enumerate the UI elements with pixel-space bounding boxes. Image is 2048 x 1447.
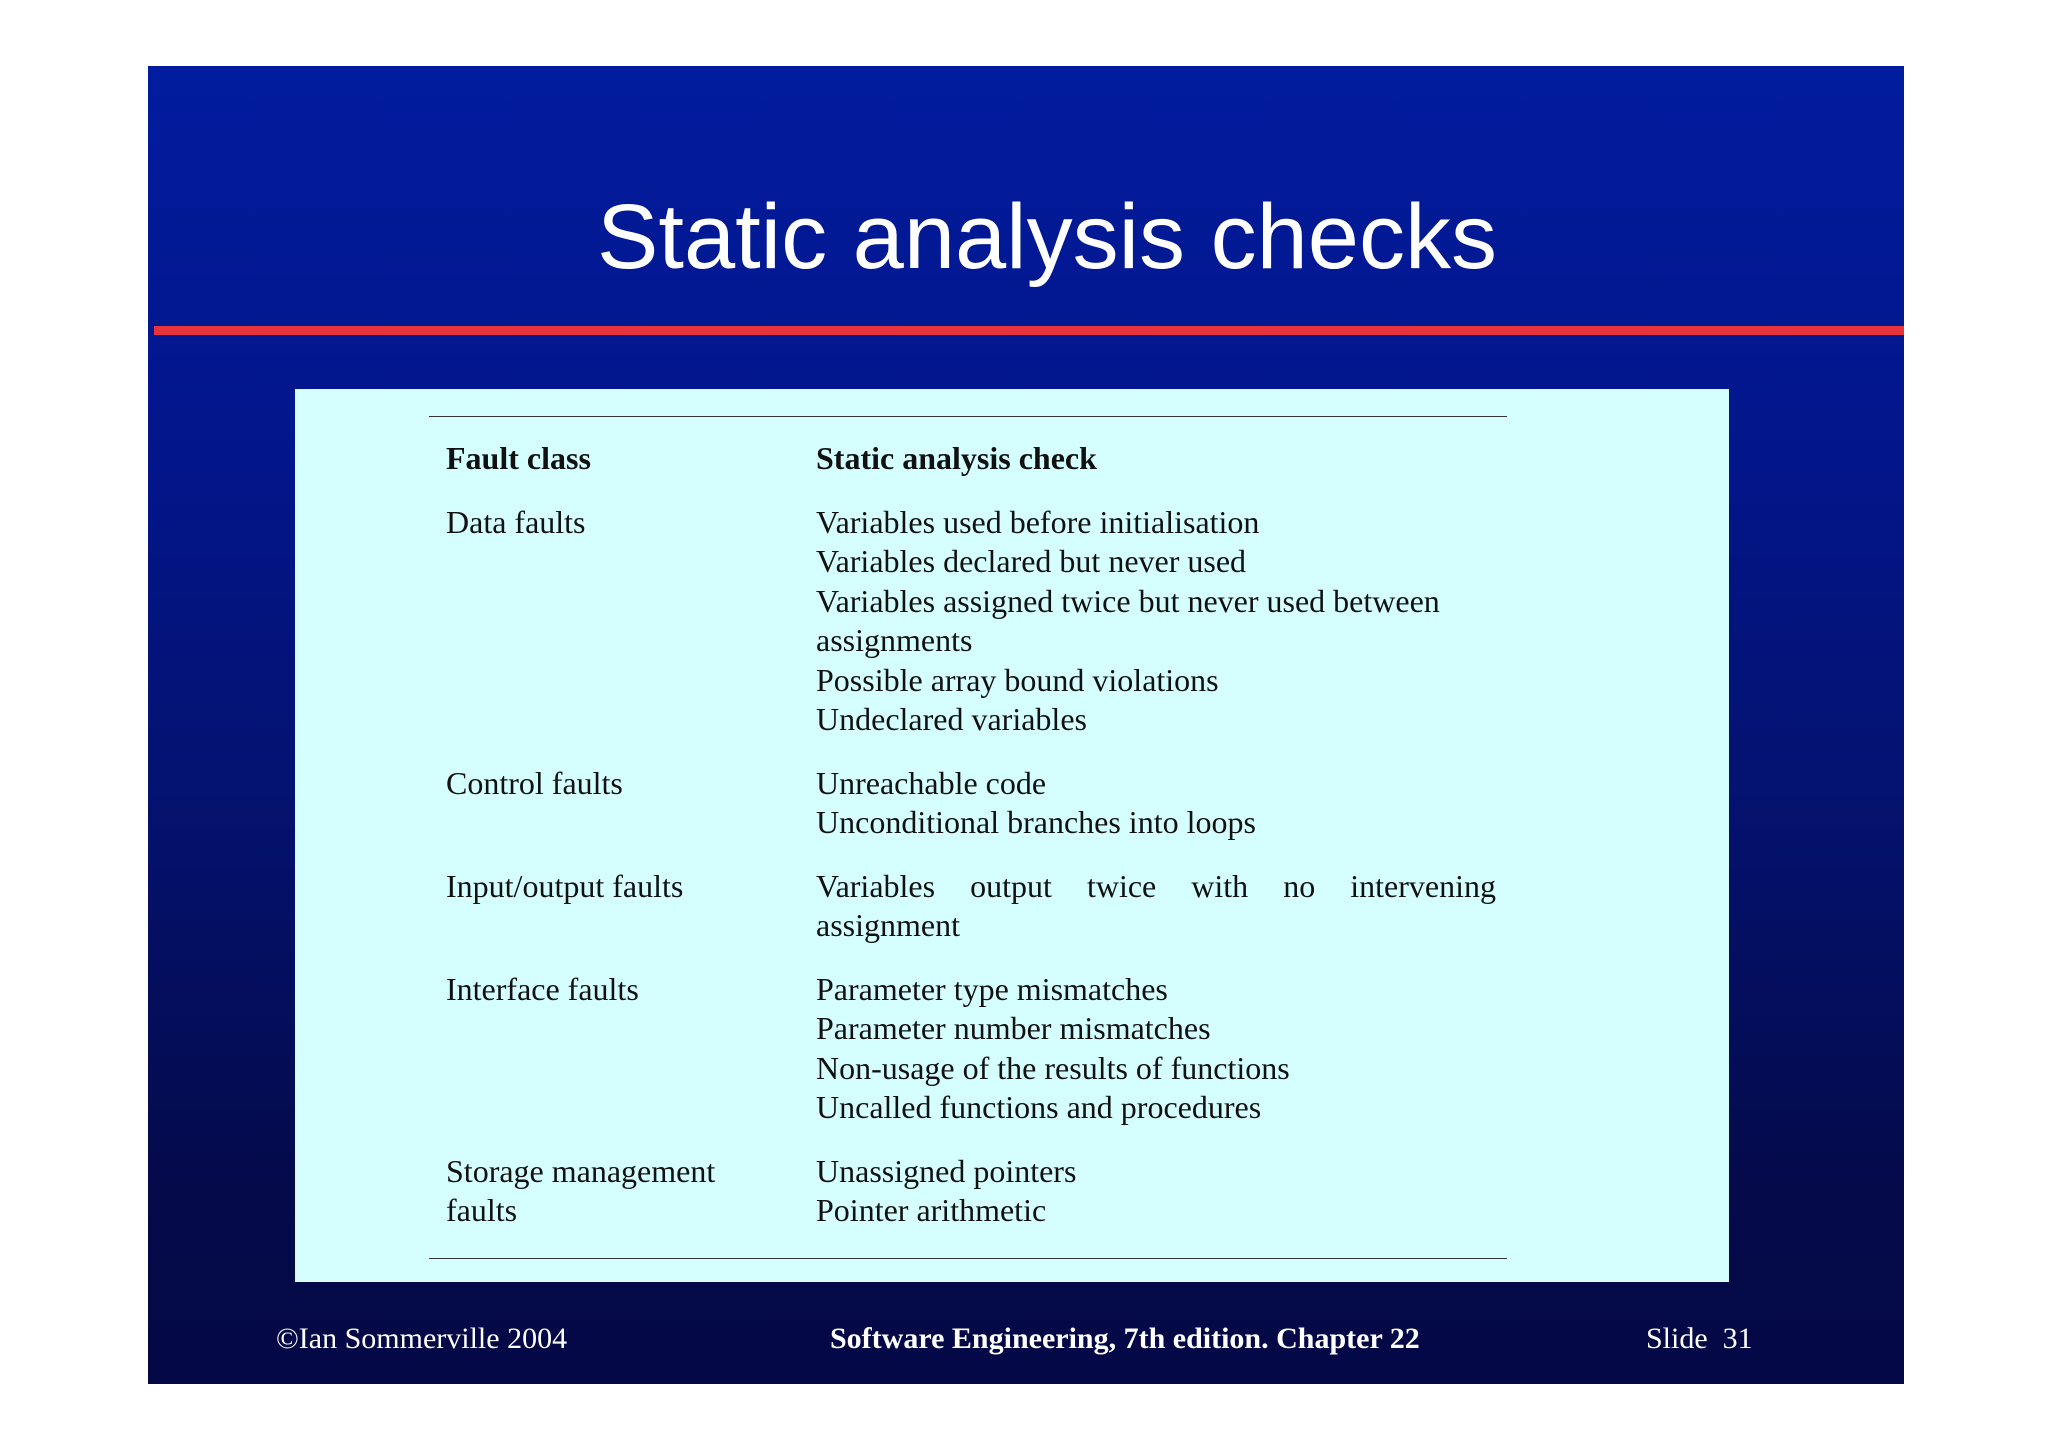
check-item: assignment [816, 907, 960, 943]
slide [148, 66, 1904, 1384]
table-row-io-faults [446, 867, 1496, 946]
table-bottom-rule [429, 1258, 1507, 1259]
checks-cell [816, 1152, 1496, 1231]
checks-cell [816, 970, 1496, 1128]
table-row-interface-faults [446, 970, 1496, 1128]
table-row-storage-faults [446, 1152, 1496, 1231]
header-fault-class: Fault class [446, 440, 591, 476]
table-top-rule [429, 416, 1507, 417]
check-item: Unconditional branches into loops [816, 804, 1256, 840]
table-header-row [446, 439, 1496, 479]
fault-class-line: faults [446, 1192, 518, 1228]
check-item: Variables output twice with no intervening [816, 867, 1496, 904]
check-item: Variables assigned twice but never used between [816, 582, 1440, 619]
fault-class-cell: Interface faults [446, 970, 639, 1007]
checks-cell [816, 764, 1496, 843]
footer-slide-number: Slide 31 [1646, 1322, 1753, 1355]
footer-book-title: Software Engineering, 7th edition. Chapter 22 [830, 1322, 1420, 1355]
check-item: Parameter type mismatches [816, 970, 1168, 1007]
check-item: Pointer arithmetic [816, 1192, 1047, 1228]
table-panel [295, 389, 1729, 1282]
slide-title: Static analysis checks [597, 186, 1497, 288]
fault-table [446, 439, 1496, 1255]
fault-class-cell: Input/output faults [446, 867, 684, 904]
fault-class-cell: Control faults [446, 764, 623, 801]
table-row-data-faults [446, 503, 1496, 740]
check-item: Variables declared but never used [816, 543, 1247, 579]
check-item: Variables used before initialisation [816, 503, 1260, 540]
check-item: Unassigned pointers [816, 1152, 1077, 1189]
check-item: Unreachable code [816, 764, 1047, 801]
fault-class-cell: Data faults [446, 503, 586, 540]
check-item: assignments [816, 622, 973, 658]
title-divider [154, 326, 1904, 335]
fault-class-line: Storage management [446, 1152, 716, 1189]
check-item: Undeclared variables [816, 701, 1087, 737]
checks-cell [816, 503, 1496, 740]
fault-class-cell [446, 1152, 816, 1231]
footer-copyright: ©Ian Sommerville 2004 [276, 1322, 568, 1355]
check-item: Parameter number mismatches [816, 1010, 1211, 1046]
checks-cell [816, 867, 1496, 946]
check-item: Possible array bound violations [816, 661, 1219, 698]
table-row-control-faults [446, 764, 1496, 843]
header-check: Static analysis check [816, 440, 1097, 476]
check-item: Uncalled functions and procedures [816, 1089, 1262, 1125]
check-item: Non-usage of the results of functions [816, 1049, 1290, 1086]
